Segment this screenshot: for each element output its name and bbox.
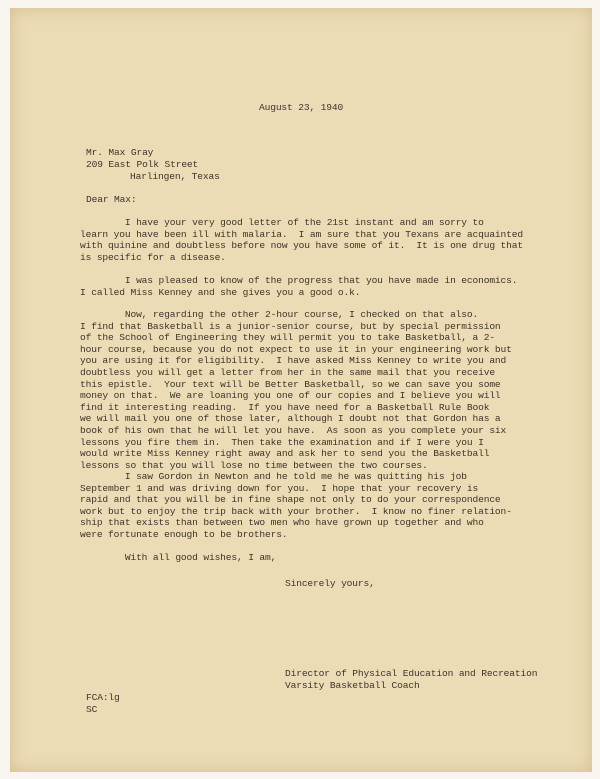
paragraph-line: doubtless you will get a letter from her in the same mail that you receive [80,366,495,378]
paragraph-line: I have your very good letter of the 21st instant and am sorry to [80,217,484,228]
paragraph-line: is specific for a disease. [80,251,226,263]
paragraph-line: ship that exists than between two men who have grown up together and who [80,517,484,529]
paragraph-line: find it interesting reading. If you have need for a Basketball Rule Book [80,401,490,413]
paragraph-line: learn you have been ill with malaria. I am sure that you Texans are acquainted [80,228,523,240]
paragraph-line: September 1 and was driving down for you. I hope that your recovery is [80,482,479,494]
paragraph-line: rapid and that you will be in fine shape not only to do your correspondence [80,494,501,506]
paragraph-line: money on that. We are loaning you one of our copies and I believe you will [80,390,501,402]
paragraph-line: With all good wishes, I am, [80,552,277,563]
signature-title-line-1: Director of Physical Education and Recreation [285,668,538,679]
paragraph-3 [80,309,512,471]
paragraph-line: would write Miss Kenney right away and ask her to send you the Basketball [80,448,490,460]
letter-date: August 23, 1940 [259,102,344,113]
paragraph-line: of the School of Engineering they will permit you to take Basketball, a 2- [80,332,495,344]
paragraph-line: this epistle. Your text will be Better Basketball, so we can save you some [80,378,501,390]
typist-initials: FCA:lg [86,692,120,703]
paragraph-line: with quinine and doubtless before now you have some of it. It is one drug that [80,240,523,252]
paragraph-line: book of his own that he will let you have. As soon as you complete your six [80,424,507,436]
paragraph-line: hour course, because you do not expect to use it in your engineering work but [80,343,512,355]
recipient-name: Mr. Max Gray [86,147,154,158]
signature-title-line-2: Varsity Basketball Coach [285,680,420,691]
paragraph-line: Now, regarding the other 2-hour course, I checked on that also. [80,309,479,320]
recipient-city: Harlingen, Texas [130,171,220,182]
closing: Sincerely yours, [285,578,375,589]
paragraph-line: I saw Gordon in Newton and he told me he was quitting his job [80,471,467,482]
paragraph-line: work but to enjoy the trip back with your brother. I know no finer relation- [80,505,512,517]
paragraph-line: I was pleased to know of the progress that you have made in economics. [80,275,518,286]
paragraph-line: I find that Basketball is a junior-senior course, but by special permission [80,320,501,332]
paragraph-line: lessons you fire them in. Then take the examination and if I were you I [80,436,484,448]
recipient-street: 209 East Polk Street [86,159,199,170]
salutation: Dear Max: [86,194,137,205]
paragraph-4 [80,471,512,541]
paragraph-line: I called Miss Kenney and she gives you a good o.k. [80,286,361,298]
paragraph-line: we will mail you one of those later, although I doubt not that Gordon has a [80,413,501,425]
paragraph-2 [80,275,517,298]
paragraph-line: were fortunate enough to be brothers. [80,528,288,540]
paragraph-line: lessons so that you will lose no time between the two courses. [80,459,428,471]
paragraph-5 [80,552,276,564]
paragraph-line: you are using it for eligibility. I have asked Miss Kenney to write you and [80,355,507,367]
paragraph-1 [80,217,523,263]
enclosure-notation: SC [86,704,98,715]
